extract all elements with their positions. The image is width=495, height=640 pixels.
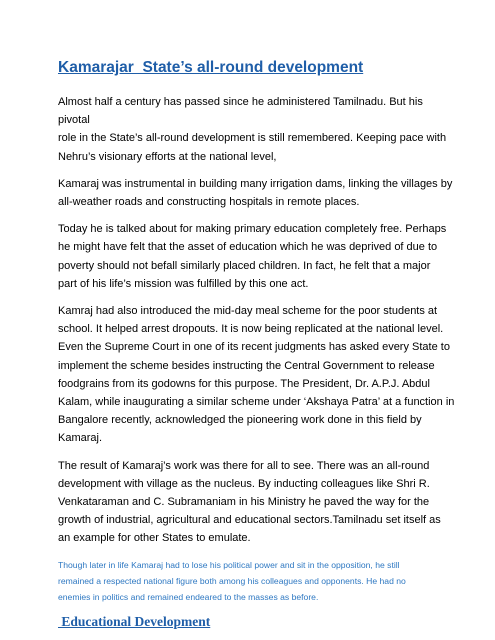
paragraph-later-life-note: Though later in life Kamaraj had to lose his political power and sit in the opposition, he still remained a respected national figure both among his colleagues and opponents. He had no enemies in politics and remained endeared to the masses as before. [58,559,406,603]
paragraph-intro: Almost half a century has passed since he administered Tamilnadu. But his pivotal role in the State’s all-round development is still remembered. Keeping pace with Nehru’s visionary efforts at the national level, [58,96,447,163]
document-title: Kamarajar State’s all-round development [58,59,364,76]
paragraph-mid-day-meal: Kamraj had also introduced the mid-day meal scheme for the poor students at school. It helped arrest dropouts. It is now being replicated at the national level. Even the Supreme Court in one of its recent judgments has asked every State to implement the scheme besides instructing the Central Government to release foodgrains from its godowns for this purpose. The President, Dr. A.P.J. Abdul Kalam, while inaugurating a similar scheme under ‘Akshaya Patra’ at a function in Bangalore recently, acknowledged the pioneering work done in this field by Kamaraj. [58,305,455,445]
paragraph-free-education: Today he is talked about for making primary education completely free. Perhaps he might have felt that the asset of education which he was deprived of due to poverty should not befall similarly placed children. In fact, he felt that a major part of his life’s mission was fulfilled by this one act. [58,223,447,290]
section-heading-educational-development: Educational Development [58,614,211,630]
paragraph-infrastructure: Kamaraj was instrumental in building many irrigation dams, linking the villages by all-weather roads and constructing hospitals in remote places. [58,177,453,209]
paragraph-result: The result of Kamaraj’s work was there for all to see. There was an all-round development with village as the nucleus. By inducting colleagues like Shri R. Venkataraman and C. Subramaniam in his Ministry he paved the way for the growth of industrial, agricultural and educational sectors.Tamilnadu set itself as an example for other States to emulate. [58,459,441,545]
